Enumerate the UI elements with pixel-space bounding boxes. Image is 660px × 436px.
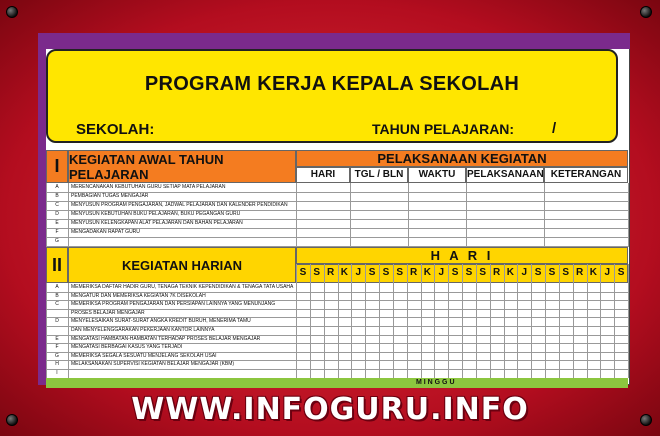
day-column-divider <box>434 264 435 378</box>
day-column-divider <box>421 264 422 378</box>
day-column-divider <box>587 264 588 378</box>
row-letter: A <box>55 184 59 190</box>
day-letter: S <box>299 267 307 278</box>
column-divider <box>408 183 409 247</box>
day-letter: S <box>382 267 390 278</box>
row-letter: C <box>55 202 59 208</box>
table-row: MENGATUR DAN MEMERIKSA KEGIATAN 7K DISEKOLAH <box>71 292 206 299</box>
day-column-divider <box>600 264 601 378</box>
website-banner: WWW.INFOGURU.INFO <box>131 392 529 427</box>
row-letter: A <box>55 284 59 290</box>
day-letter: K <box>589 267 598 278</box>
day-column-divider <box>614 264 615 378</box>
day-letter: K <box>506 267 515 278</box>
column-header: WAKTU <box>408 167 466 183</box>
table-row: MELAKSANAKAN SUPERVISI KEGIATAN BELAJAR MENGAJAR (KBM) <box>71 361 235 368</box>
table-row: MENYUSUN PROGRAM PENGAJARAN, JADWAL PELAJARAN DAN KALENDER PENDIDIKAN <box>71 202 288 208</box>
column-divider <box>350 183 351 247</box>
column-divider <box>68 183 69 247</box>
table-row: DAN MENYELENGGARAKAN PEKERJAAN KANTOR LAINNYA <box>71 327 215 333</box>
table-row: MEMERIKSA PROGRAM PENGAJARAN DAN PERSIAPAN LAINNYA YANG MENUNJANG <box>71 301 276 308</box>
day-letter: R <box>326 267 335 278</box>
day-letter: S <box>562 267 570 278</box>
section1-number: I <box>46 150 68 183</box>
row-letter: I <box>56 370 58 376</box>
day-column-divider <box>365 264 366 378</box>
minggu-strip <box>46 378 628 388</box>
day-letter: R <box>409 267 418 278</box>
tahun-pelajaran-label: TAHUN PELAJARAN: <box>372 121 515 137</box>
table-row: MERENCANAKAN KEBUTUHAN GURU SETIAP MATA PELAJARAN <box>71 184 226 190</box>
pelaksanaan-kegiatan-header: PELAKSANAAN KEGIATAN <box>296 150 628 167</box>
minggu-label: M I N G G U <box>416 379 455 386</box>
row-letter: D <box>55 318 59 325</box>
column-divider <box>466 183 467 247</box>
day-column-divider <box>379 264 380 378</box>
row-letter: G <box>55 352 59 359</box>
column-divider <box>296 183 297 247</box>
tahun-separator: / <box>552 120 557 137</box>
hari-header: H A R I <box>296 247 628 264</box>
day-column-divider <box>559 264 560 378</box>
pin-icon <box>6 6 18 18</box>
day-letter: J <box>604 267 611 278</box>
day-letter: S <box>313 267 321 278</box>
purple-left-border <box>38 33 46 385</box>
sekolah-label: SEKOLAH: <box>76 121 155 138</box>
document-header <box>46 49 618 143</box>
column-header: KETERANGAN <box>544 167 628 183</box>
section1-title: KEGIATAN AWAL TAHUN PELAJARAN <box>68 150 296 183</box>
day-column-divider <box>545 264 546 378</box>
day-column-divider <box>573 264 574 378</box>
day-letter: R <box>492 267 501 278</box>
table-row: MEMERIKSA DAFTAR HADIR GURU, TENAGA TEKNIK KEPENDIDIKAN & TENAGA TATA USAHA <box>71 284 294 290</box>
column-divider <box>628 183 629 247</box>
section2-title: KEGIATAN HARIAN <box>68 247 296 283</box>
table-row: MENYUSUN KEBUTUHAN BUKU PELAJARAN, BUKU PEGANGAN GURU <box>71 211 241 217</box>
day-column-divider <box>490 264 491 378</box>
day-letter: J <box>521 267 528 278</box>
column-divider <box>68 283 69 378</box>
row-letter: F <box>55 344 59 351</box>
day-column-divider <box>351 264 352 378</box>
column-divider <box>46 183 47 247</box>
day-column-divider <box>324 264 325 378</box>
day-letter: S <box>617 267 625 278</box>
day-column-divider <box>310 264 311 378</box>
day-letter: S <box>548 267 556 278</box>
day-letter: S <box>368 267 376 278</box>
table-row: MENYUSUN KELENGKAPAN ALAT PELAJARAN DAN BAHAN PELAJARAN <box>71 220 243 226</box>
day-column-divider <box>628 264 629 378</box>
column-header: PELAKSANAAN <box>466 167 544 183</box>
day-column-divider <box>407 264 408 378</box>
day-column-divider <box>448 264 449 378</box>
row-letter: E <box>55 220 59 226</box>
row-divider <box>46 237 628 238</box>
day-letter: S <box>396 267 404 278</box>
document-title: PROGRAM KERJA KEPALA SEKOLAH <box>144 73 520 95</box>
column-header: HARI <box>296 167 350 183</box>
row-letter: E <box>55 335 59 342</box>
table-row: MENGATASI HAMBATAN-HAMBATAN TERHADAP PROSES BELAJAR MENGAJAR <box>71 335 261 342</box>
day-letter: S <box>451 267 459 278</box>
day-letter: K <box>340 267 349 278</box>
row-letter: F <box>55 229 59 235</box>
day-letter: S <box>479 267 487 278</box>
section2-number: II <box>46 247 68 283</box>
day-letter: S <box>534 267 542 278</box>
day-letter: J <box>355 267 362 278</box>
day-letter: J <box>438 267 445 278</box>
table-row: MENGADAKAN RAPAT GURU <box>71 229 140 235</box>
column-header: TGL / BLN <box>350 167 408 183</box>
row-letter: B <box>55 193 59 199</box>
day-column-divider <box>462 264 463 378</box>
schedule-table <box>46 150 628 385</box>
day-column-divider <box>531 264 532 378</box>
column-divider <box>46 283 47 378</box>
day-column-divider <box>296 264 297 378</box>
table-row: MENYELESAIKAN SURAT-SURAT ANGKA KREDIT BURUH, MENERIMA TAMU <box>71 318 251 325</box>
pin-icon <box>640 6 652 18</box>
table-row: MEMERIKSA SEGALA SESUATU MENJELANG SEKOLAH USAI <box>71 352 217 359</box>
table-row: PROSES BELAJAR MENGAJAR <box>71 309 145 316</box>
day-column-divider <box>517 264 518 378</box>
purple-top-border <box>38 33 630 49</box>
day-column-divider <box>504 264 505 378</box>
table-row: PEMBAGIAN TUGAS MENGAJAR <box>71 193 149 199</box>
column-divider <box>544 183 545 247</box>
table-row: MENGATASI BERBAGAI KASUS YANG TERJADI <box>71 344 183 351</box>
day-column-divider <box>338 264 339 378</box>
row-letter: B <box>55 292 59 299</box>
row-letter: H <box>55 361 59 368</box>
day-column-divider <box>393 264 394 378</box>
row-letter: D <box>55 211 59 217</box>
day-letter: R <box>575 267 584 278</box>
day-letter: S <box>465 267 473 278</box>
day-letter: K <box>423 267 432 278</box>
day-column-divider <box>476 264 477 378</box>
row-letter: G <box>55 238 59 244</box>
row-letter: C <box>55 301 59 308</box>
